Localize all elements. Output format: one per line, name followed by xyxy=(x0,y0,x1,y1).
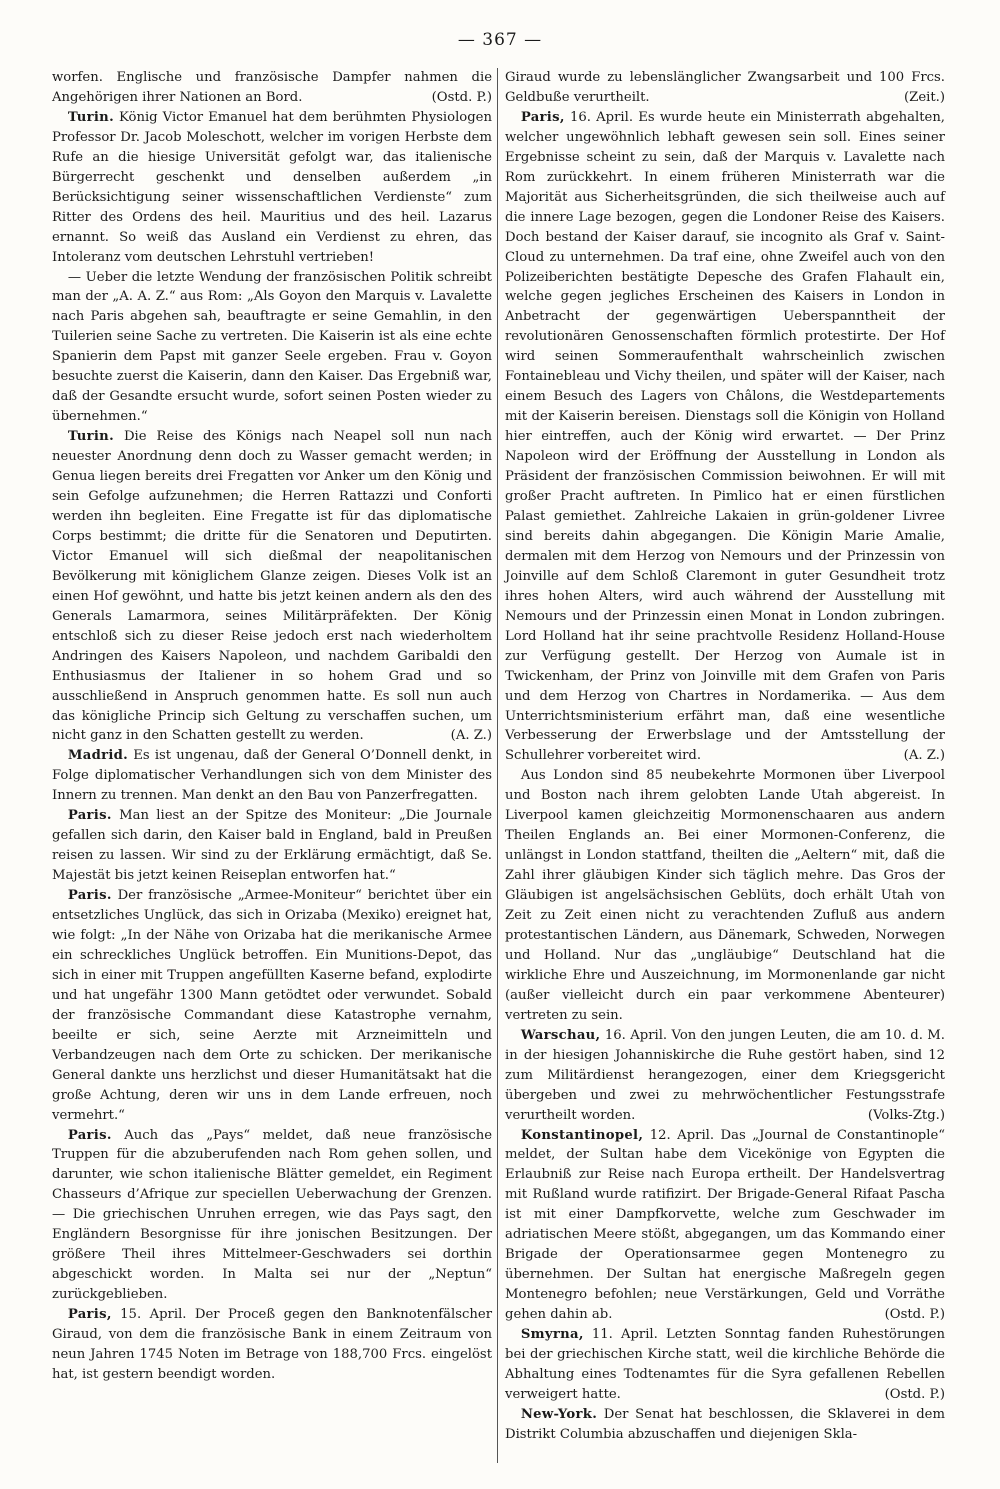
source-attribution: (Zeit.) xyxy=(904,89,945,105)
article-text: König Victor Emanuel hat dem berühmten Physiologen Professor Dr. Jacob Moleschott, welcher im vorigen Herbste dem Rufe an die hiesige Universität gefolgt war, das italienische Bürgerrecht geschenkt und denselben außerdem „in Berücksichtigung seiner wissenschaftlichen Verdienste“ zum Ritter des Ordens des heil. Mauritius und des heil. Lazarus ernannt. So weiß das Ausland ein Verdienst zu ehren, das Intoleranz vom deutschen Lehrstuhl vertrieben! xyxy=(52,109,492,265)
column-divider xyxy=(497,68,498,1463)
dateline: Turin. xyxy=(67,429,114,445)
article-paragraph xyxy=(505,1126,945,1326)
source-attribution: (A. Z.) xyxy=(450,728,492,744)
article-text: 16. April. Es wurde heute ein Ministerrath abgehalten, welcher ungewöhnlich lebhaft gewesen sein soll. Eines seiner Ergebnisse scheint zu sein, daß der Marquis v. Lavalette nach Rom zurückkehrt. In einem früheren Ministerrath war die Majorität aus Sicherheitsgründen, die sich theilweise auch auf die innere Lage bezogen, gegen die Londoner Reise des Kaisers. Doch bestand der Kaiser darauf, sie incognito als Graf v. Saint-Cloud zu unternehmen. Da traf eine, ohne Zweifel auch von den Polizeiberichten bestätigte Depesche des Grafen Flahault ein, welche gegen jegliches Erscheinen des Kaisers in London in Anbetracht der gegenwärtigen Ueberspanntheit der revolutionären Genossenschaften förmlich protestirte. Der Hof wird seinen Sommeraufenthalt wahrscheinlich zwischen Fontainebleau und Vichy theilen, und später will der Kaiser, nach einem Besuch des Lagers von Châlons, die Westdepartements mit der Kaiserin bereisen. Dienstags soll die Königin von Holland hier eintreffen, auch der König wird erwartet. — Der Prinz Napoleon wird der Eröffnung der Ausstellung in London als Präsident der französischen Commission beiwohnen. Er will mit großer Pracht auftreten. In Pimlico hat er einen fürstlichen Palast gemiethet. Zahlreiche Lakaien in grün-goldener Livree sind bereits dahin abgegangen. Die Königin Marie Amalie, dermalen mit dem Herzog von Nemours und der Prinzessin von Joinville auf dem Schloß Claremont in guter Gesundheit trotz ihres hohen Alters, wird auch während der Ausstellung mit Nemours und der Prinzessin einen Monat in London zubringen. Lord Holland hat ihr seine prachtvolle Residenz Holland-House zur Verfügung gestellt. Der Herzog von Aumale ist in Twickenham, der Prinz von Joinville mit dem Grafen von Paris und dem Herzog von Chartres in Nordamerika. — Aus dem Unterrichtsministerium erfährt man, daß eine wesentliche Verbesserung der Erwerbslage und der Amtsstellung der Schullehrer vorbereitet wird. xyxy=(505,109,945,764)
article-paragraph xyxy=(505,766,945,1025)
article-text: 11. April. Letzten Sonntag fanden Ruhestörungen bei der griechischen Kirche statt, weil die kirchliche Behörde die Abhaltung eines Todtenamtes für die Syra gefallenen Rebellen verweigert hatte. xyxy=(505,1327,945,1402)
source-attribution: (Ostd. P.) xyxy=(884,1307,945,1323)
article-paragraph xyxy=(52,1305,492,1385)
article-text: Aus London sind 85 neubekehrte Mormonen über Liverpool und Boston nach ihrem gelobten Lande Utah abgereist. In Liverpool kamen gleichzeitig Mormonenschaaren aus andern Theilen Englands an. Bei einer Mormonen-Conferenz, die unlängst in London stattfand, theilten die „Aeltern“ mit, daß die Zahl ihrer gläubigen Kinder sich täglich mehre. Das Gros der Gläubigen ist angelsächsischen Geblüts, doch erhält Utah von Zeit zu Zeit einen nicht zu verachtenden Zufluß aus andern protestantischen Ländern, aus Dänemark, Schweden, Norwegen und Holland. Nur das „ungläubige“ Deutschland hat die wirkliche Ehre und Auszeichnung, im Mormonenlande gar nicht (außer vielleicht durch ein paar verkommene Abenteurer) vertreten zu sein. xyxy=(505,768,945,1023)
article-paragraph xyxy=(52,806,492,886)
article-text: Man liest an der Spitze des Moniteur: „Die Journale gefallen sich darin, den Kaiser bald in England, bald in Preußen reisen zu lassen. Wir sind zu der Erklärung ermächtigt, daß Se. Majestät bis jetzt keinen Reiseplan entworfen hat.“ xyxy=(52,808,492,884)
dateline: Paris. xyxy=(67,888,112,904)
article-text: Der französische „Armee-Moniteur“ berichtet über ein entsetzliches Unglück, das sich in Orizaba (Mexiko) ereignet hat, wie folgt: „In der Nähe von Orizaba hat die merikanische Armee ein schreckliches Unglück betroffen. Ein Munitions-Depot, das sich in einer mit Truppen angefüllten Kaserne befand, explodirte und hat ungefähr 1300 Mann getödtet oder verwundet. Sobald der französische Commandant diese Katastrophe vernahm, beeilte er sich, seine Aerzte mit Arzneimitteln und Verbandzeugen nach dem Orte zu schicken. Der merikanische General dankte uns herzlichst und dieser Humanitätsakt hat die große Achtung, deren wir uns in dem Lande erfreuen, noch vermehrt.“ xyxy=(52,888,492,1123)
article-paragraph xyxy=(505,68,945,108)
article-paragraph xyxy=(52,108,492,268)
article-text: 16. April. Von den jungen Leuten, die am 10. d. M. in der hiesigen Johanniskirche die Ruhe gestört haben, sind 12 zum Militärdienst herangezogen, einer dem Kriegsgericht übergeben und zwei zu mehrwöchentlicher Festungsstrafe verurtheilt worden. xyxy=(505,1027,945,1123)
page-number: — 367 — xyxy=(457,30,543,50)
source-attribution: (Ostd. P.) xyxy=(884,1386,945,1402)
dateline: Paris. xyxy=(67,1127,112,1143)
dateline: New-York. xyxy=(520,1406,598,1422)
article-text: Die Reise des Königs nach Neapel soll nun nach neuester Anordnung denn doch zu Wasser gemacht werden; in Genua liegen bereits drei Fregatten vor Anker um den König und sein Gefolge aufzunehmen; die Herren Rattazzi und Conforti werden ihn begleiten. Eine Fregatte ist für das diplomatische Corps bestimmt; die dritte für die Senatoren und Deputirten. Victor Emanuel will sich dießmal der neapolitanischen Bevölkerung mit königlichem Glanze zeigen. Dieses Volk ist an einen Hof gewöhnt, und hatte bis jetzt keinen andern als den des Generals Lamarmora, seines Militärpräfekten. Der König entschloß sich zu dieser Reise jedoch erst nach wiederholtem Andringen des Kaisers Napoleon, und nachdem Garibaldi den Enthusiasmus der Italiener in so hohem Grad und so ausschließend in Anspruch genommen hatte. Es soll nun auch das königliche Princip sich Geltung zu verschaffen suchen, um nicht ganz in den Schatten gestellt zu werden. xyxy=(52,429,492,744)
article-text: — Ueber die letzte Wendung der französischen Politik schreibt man der „A. A. Z.“ aus Rom: „Als Goyon den Marquis v. Lavalette nach Paris abgehen sah, beauftragte er seine Gemahlin, in den Tuilerien seine Sache zu vertreten. Die Kaiserin ist als eine echte Spanierin dem Papst mit ganzer Seele ergeben. Frau v. Goyon besuchte zuerst die Kaiserin, dann den Kaiser. Das Ergebniß war, daß der Gesandte ersucht wurde, sofort seinen Posten wieder zu übernehmen.“ xyxy=(52,269,492,425)
article-text: worfen. Englische und französische Dampfer nahmen die Angehörigen ihrer Nationen an Bord. xyxy=(52,70,492,105)
dateline: Paris, xyxy=(520,109,565,125)
article-paragraph xyxy=(52,268,492,428)
source-attribution: (Ostd. P.) xyxy=(431,89,492,105)
source-attribution: (A. Z.) xyxy=(903,748,945,764)
dateline: Paris. xyxy=(67,808,112,824)
article-paragraph xyxy=(505,1026,945,1126)
dateline: Turin. xyxy=(67,109,114,125)
article-text: Es ist ungenau, daß der General O’Donnell denkt, in Folge diplomatischer Verhandlungen sich von dem Minister des Innern zu trennen. Man denkt an den Bau von Panzerfregatten. xyxy=(52,748,492,804)
article-text: Auch das „Pays“ meldet, daß neue französische Truppen für die abzuberufenden nach Rom gehen sollen, und darunter, wie schon italienische Blätter gemeldet, ein Regiment Chasseurs d’Afrique zur speciellen Ueberwachung der Grenzen. — Die griechischen Unruhen erregen, wie das Pays sagt, den Engländern Besorgnisse für ihre jonischen Besitzungen. Der größere Theil ihres Mittelmeer-Geschwaders sei dorthin abgeschickt worden. In Malta sei nur der „Neptun“ zurückgeblieben. xyxy=(52,1127,492,1303)
left-column xyxy=(52,68,492,1385)
right-column xyxy=(505,68,945,1445)
article-paragraph xyxy=(52,1126,492,1306)
article-paragraph xyxy=(505,1405,945,1445)
dateline: Warschau, xyxy=(520,1027,601,1043)
dateline: Smyrna, xyxy=(520,1327,584,1343)
article-paragraph xyxy=(52,68,492,108)
article-text: 12. April. Das „Journal de Constantinople“ meldet, der Sultan habe dem Vicekönige von Egypten die Erlaubniß zur Reise nach Europa ertheilt. Der Handelsvertrag mit Rußland wurde ratifizirt. Der Brigade-General Rifaat Pascha ist mit einer Dampfkorvette, welche zum Geschwader im adriatischen Meere stößt, abgegangen, um das Kommando einer Brigade der Operationsarmee gegen Montenegro zu übernehmen. Der Sultan hat energische Maßregeln gegen Montenegro befohlen; neue Verstärkungen, Geld und Vorräthe gehen dahin ab. xyxy=(505,1127,945,1323)
article-paragraph xyxy=(505,1325,945,1405)
article-text: Der Senat hat beschlossen, die Sklaverei in dem Distrikt Columbia abzuschaffen und diejenigen Skla- xyxy=(505,1406,945,1442)
source-attribution: (Volks-Ztg.) xyxy=(867,1107,945,1123)
article-paragraph xyxy=(505,108,945,766)
article-text: Giraud wurde zu lebenslänglicher Zwangsarbeit und 100 Frcs. Geldbuße verurtheilt. xyxy=(505,70,945,105)
article-paragraph xyxy=(52,886,492,1125)
article-paragraph xyxy=(52,746,492,806)
dateline: Konstantinopel, xyxy=(520,1127,644,1143)
dateline: Paris, xyxy=(67,1307,112,1323)
dateline: Madrid. xyxy=(67,748,129,764)
article-text: 15. April. Der Proceß gegen den Banknotenfälscher Giraud, von dem die französische Bank in einem Zeitraum von neun Jahren 1745 Noten im Betrage von 188,700 Frcs. eingelöst hat, ist gestern beendigt worden. xyxy=(52,1307,492,1382)
article-paragraph xyxy=(52,427,492,746)
